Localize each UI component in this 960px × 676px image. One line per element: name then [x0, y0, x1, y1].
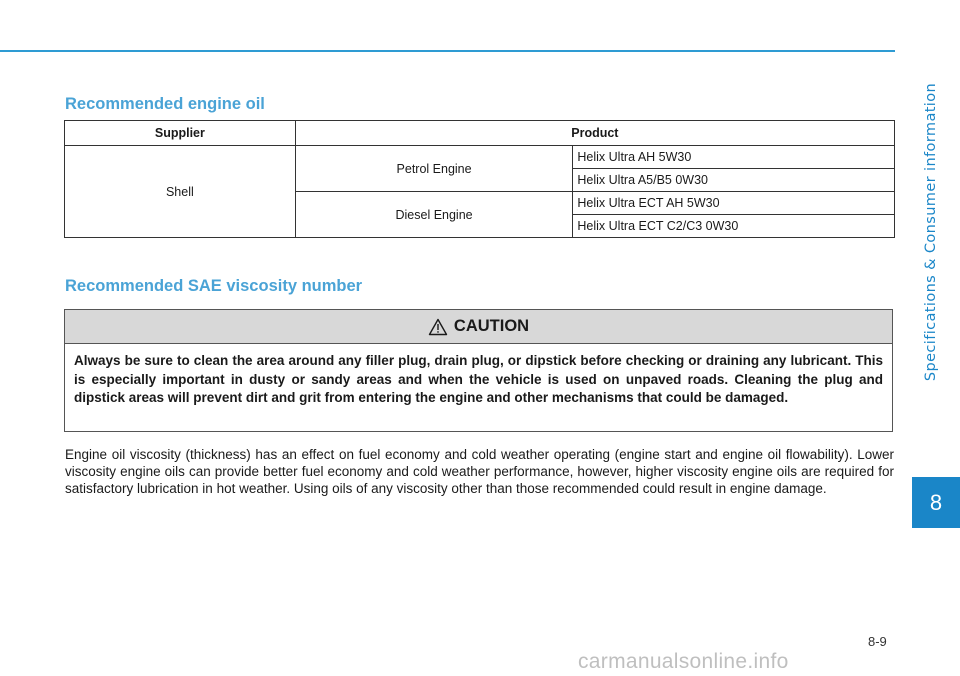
product-cell: Helix Ultra AH 5W30 — [573, 146, 895, 169]
product-cell: Helix Ultra ECT AH 5W30 — [573, 192, 895, 215]
supplier-cell: Shell — [65, 146, 296, 238]
engine-oil-table — [64, 120, 895, 238]
viscosity-paragraph: Engine oil viscosity (thickness) has an effect on fuel economy and cold weather operating (engine start and engine oil flowability). Lower viscosity engine oils can provide better fuel economy and cold weather performance, however, higher viscosity engine oils are required for satisfactory lubrication in hot weather. Using oils of any viscosity other than those recommended could result in engine damage. — [65, 447, 894, 496]
product-cell: Helix Ultra A5/B5 0W30 — [573, 169, 895, 192]
chapter-number-badge: 8 — [912, 477, 960, 528]
warning-triangle-icon — [428, 318, 448, 336]
page-number: 8-9 — [868, 634, 887, 649]
engine-type-cell: Diesel Engine — [295, 192, 573, 238]
table-row — [65, 146, 895, 169]
table-header-row — [65, 121, 895, 146]
header-supplier: Supplier — [65, 121, 296, 146]
section-title-engine-oil: Recommended engine oil — [65, 95, 265, 113]
caution-header — [65, 310, 892, 344]
product-cell: Helix Ultra ECT C2/C3 0W30 — [573, 215, 895, 238]
header-product: Product — [295, 121, 894, 146]
chapter-tab-label: Specifications & Consumer information — [923, 82, 939, 382]
watermark: carmanualsonline.info — [578, 650, 789, 673]
caution-text: Always be sure to clean the area around any filler plug, drain plug, or dipstick before checking or draining any lubricant. This is especially important in dusty or sandy areas and when the vehicle is used on unpaved roads. Cleaning the plug and dipstick areas will prevent dirt and grit from entering the engine and other mechanisms that could be damaged. — [74, 353, 883, 405]
engine-type-cell: Petrol Engine — [295, 146, 573, 192]
caution-title: CAUTION — [453, 317, 530, 335]
header-rule — [0, 50, 895, 52]
caution-box — [64, 309, 893, 432]
section-title-sae-viscosity: Recommended SAE viscosity number — [65, 277, 363, 295]
